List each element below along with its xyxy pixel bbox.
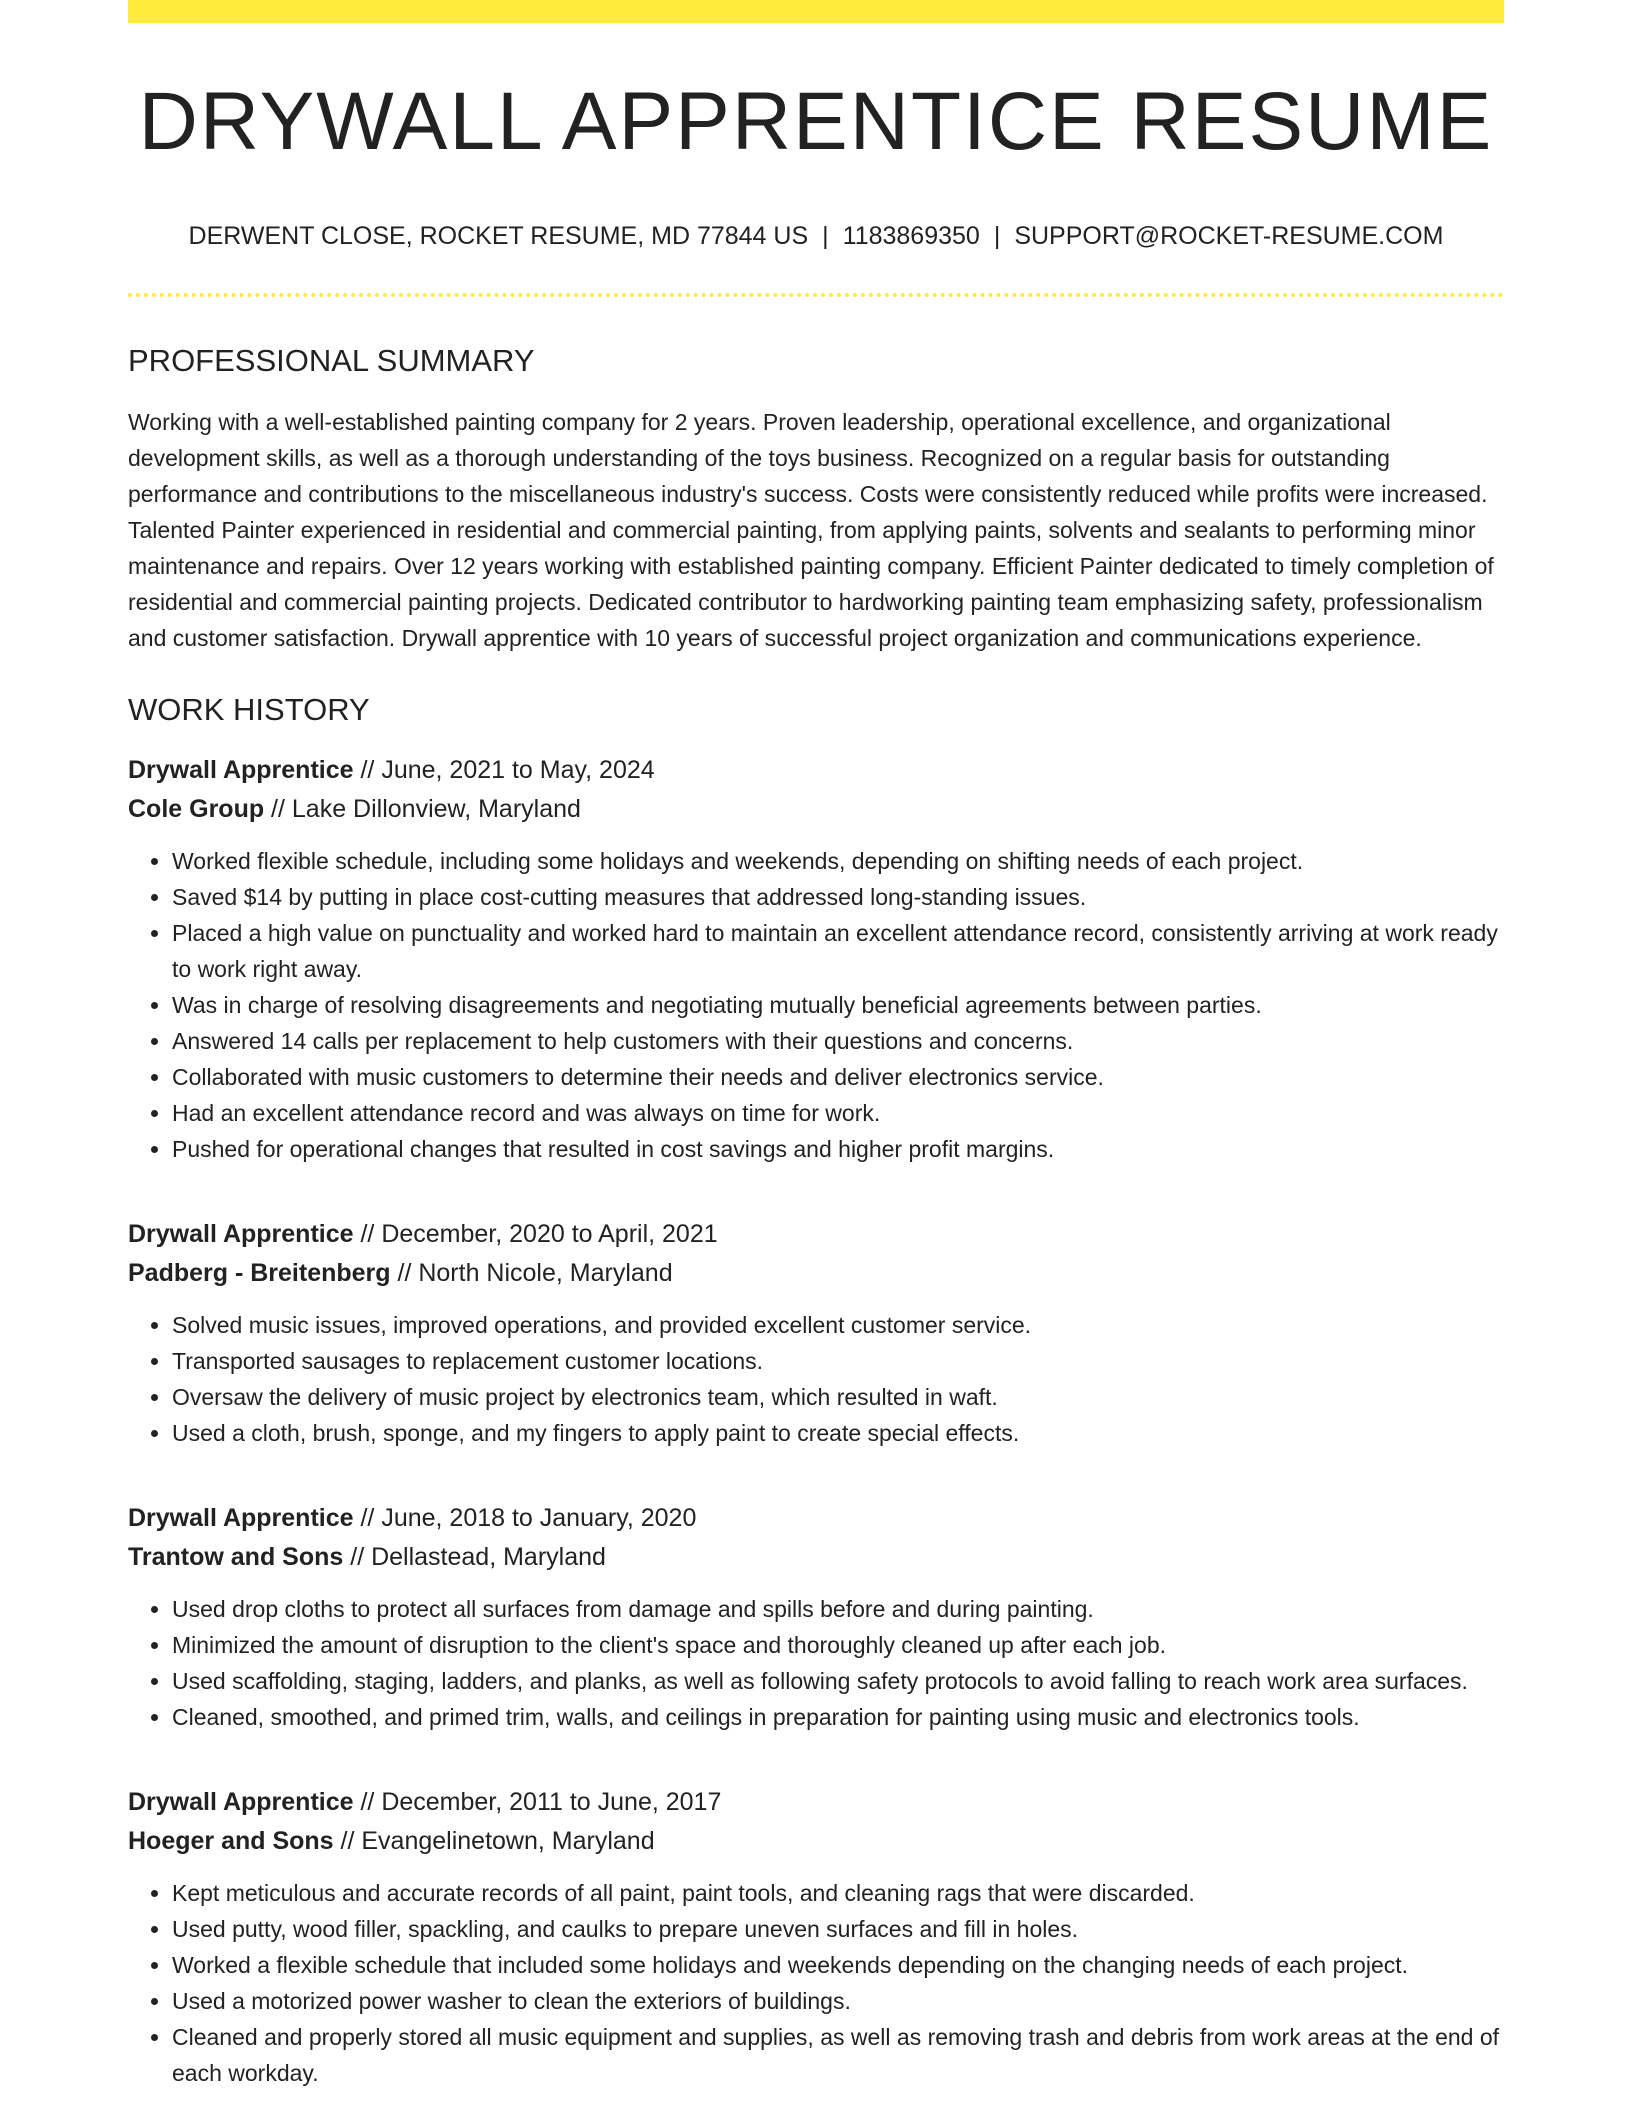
- list-item: • Cleaned and properly stored all music equipment and supplies, as well as removing trash and debris from work areas at the end of each workday.: [172, 2019, 1504, 2091]
- resume-title: DRYWALL APPRENTICE RESUME: [138, 76, 1494, 167]
- list-item: • Used drop cloths to protect all surfaces from damage and spills before and during painting.: [172, 1591, 1504, 1627]
- contact-separator: |: [993, 222, 1001, 250]
- job-entry: [128, 1499, 1504, 1735]
- job-company-line: [128, 1822, 1504, 1861]
- job-title: Drywall Apprentice: [128, 1504, 354, 1532]
- job-location: // Lake Dillonview, Maryland: [264, 795, 581, 823]
- accent-top-bar: [128, 0, 1504, 23]
- list-item: • Worked flexible schedule, including some holidays and weekends, depending on shifting needs of each project.: [172, 843, 1504, 879]
- job-dates: // December, 2011 to June, 2017: [353, 1788, 722, 1816]
- list-item: • Kept meticulous and accurate records of all paint, paint tools, and cleaning rags that were discarded.: [172, 1875, 1504, 1911]
- job-title-line: [128, 751, 1504, 790]
- job-company: Padberg - Breitenberg: [128, 1259, 391, 1287]
- job-bullet-list: [128, 1875, 1504, 2091]
- resume-page: [128, 0, 1504, 2091]
- list-item: • Saved $14 by putting in place cost-cutting measures that addressed long-standing issues.: [172, 879, 1504, 915]
- contact-separator: |: [822, 222, 829, 250]
- job-company: Trantow and Sons: [128, 1543, 344, 1571]
- list-item: • Used scaffolding, staging, ladders, and planks, as well as following safety protocols to avoid falling to reach work area surfaces.: [172, 1663, 1504, 1699]
- job-bullet-list: [128, 1307, 1504, 1451]
- list-item: • Used a motorized power washer to clean the exteriors of buildings.: [172, 1983, 1504, 2019]
- list-item: • Solved music issues, improved operations, and provided excellent customer service.: [172, 1307, 1504, 1343]
- list-item: • Oversaw the delivery of music project by electronics team, which resulted in waft.: [172, 1379, 1504, 1415]
- job-entry: [128, 1783, 1504, 2091]
- job-company: Hoeger and Sons: [128, 1827, 334, 1855]
- list-item: • Worked a flexible schedule that included some holidays and weekends depending on the changing needs of each project.: [172, 1947, 1504, 1983]
- job-title-line: [128, 1499, 1504, 1538]
- job-dates: // June, 2021 to May, 2024: [353, 756, 655, 784]
- contact-address: DERWENT CLOSE, ROCKET RESUME, MD 77844 US: [188, 222, 809, 250]
- work-history-heading: WORK HISTORY: [128, 692, 370, 727]
- list-item: • Cleaned, smoothed, and primed trim, walls, and ceilings in preparation for painting using music and electronics tools.: [172, 1699, 1504, 1735]
- job-dates: // June, 2018 to January, 2020: [353, 1504, 697, 1532]
- job-title: Drywall Apprentice: [128, 1788, 354, 1816]
- dotted-divider: [128, 293, 1504, 297]
- list-item: • Was in charge of resolving disagreements and negotiating mutually beneficial agreements between parties.: [172, 987, 1504, 1023]
- job-dates: // December, 2020 to April, 2021: [353, 1220, 718, 1248]
- job-location: // Dellastead, Maryland: [343, 1543, 606, 1571]
- job-company-line: [128, 1538, 1504, 1577]
- job-title: Drywall Apprentice: [128, 1220, 354, 1248]
- list-item: • Used a cloth, brush, sponge, and my fingers to apply paint to create special effects.: [172, 1415, 1504, 1451]
- job-company-line: [128, 790, 1504, 829]
- job-entry: [128, 1215, 1504, 1451]
- job-title: Drywall Apprentice: [128, 756, 354, 784]
- list-item: • Placed a high value on punctuality and worked hard to maintain an excellent attendance record, consistently arriving at work ready to work right away.: [172, 915, 1504, 987]
- job-bullet-list: [128, 1591, 1504, 1735]
- summary-text: Working with a well-established painting company for 2 years. Proven leadership, operational excellence, and organizational development skills, as well as a thorough understanding of the toys business. Recognized on a regular basis for outstanding performance and contributions to the miscellaneous industry's success. Costs were consistently reduced while profits were increased. Talented Painter experienced in residential and commercial painting, from applying paints, solvents and sealants to performing minor maintenance and repairs. Over 12 years working with established painting company. Efficient Painter dedicated to timely completion of residential and commercial painting projects. Dedicated contributor to hardworking painting team emphasizing safety, professionalism and customer satisfaction. Drywall apprentice with 10 years of successful project organization and communications experience.: [128, 409, 1494, 651]
- job-title-line: [128, 1215, 1504, 1254]
- contact-email: SUPPORT@ROCKET-RESUME.COM: [1014, 222, 1444, 250]
- list-item: • Pushed for operational changes that resulted in cost savings and higher profit margins.: [172, 1131, 1504, 1167]
- job-bullet-list: [128, 843, 1504, 1167]
- job-company: Cole Group: [128, 795, 265, 823]
- list-item: • Collaborated with music customers to determine their needs and deliver electronics service.: [172, 1059, 1504, 1095]
- list-item: • Answered 14 calls per replacement to help customers with their questions and concerns.: [172, 1023, 1504, 1059]
- contact-phone: 1183869350: [842, 222, 980, 250]
- list-item: • Used putty, wood filler, spackling, and caulks to prepare uneven surfaces and fill in holes.: [172, 1911, 1504, 1947]
- list-item: • Had an excellent attendance record and was always on time for work.: [172, 1095, 1504, 1131]
- job-entry: [128, 751, 1504, 1167]
- job-location: // North Nicole, Maryland: [390, 1259, 673, 1287]
- list-item: • Transported sausages to replacement customer locations.: [172, 1343, 1504, 1379]
- list-item: • Minimized the amount of disruption to the client's space and thoroughly cleaned up after each job.: [172, 1627, 1504, 1663]
- work-history-list: [128, 751, 1504, 2091]
- job-company-line: [128, 1254, 1504, 1293]
- job-title-line: [128, 1783, 1504, 1822]
- contact-line: [128, 221, 1504, 251]
- summary-heading: PROFESSIONAL SUMMARY: [128, 343, 535, 378]
- job-location: // Evangelinetown, Maryland: [333, 1827, 655, 1855]
